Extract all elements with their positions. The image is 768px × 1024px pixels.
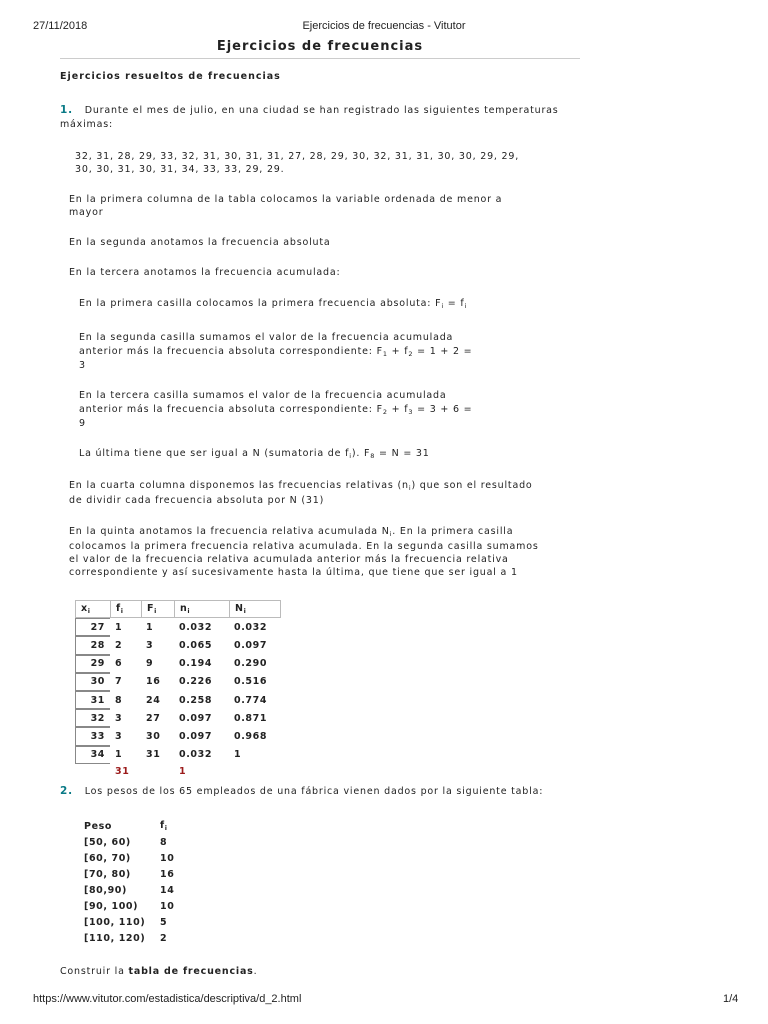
step-first-cell: En la primera casilla colocamos la primera frecuencia absoluta: $F_i = f_i$ — [79, 298, 468, 310]
cell-fi: 10 — [160, 900, 175, 912]
header-peso: Peso — [84, 820, 112, 832]
cell-peso: [80,90) — [84, 884, 127, 896]
cell-Fi: 30 — [146, 730, 161, 742]
temperature-data-cont: 30, 30, 31, 30, 31, 34, 33, 33, 29, 29. — [75, 164, 285, 175]
exercise-1-intro-cont: máximas: — [60, 119, 113, 130]
table-row — [75, 673, 281, 691]
cell-xi: 31 — [75, 691, 110, 709]
table-row — [75, 709, 281, 727]
cell-xi: 33 — [75, 727, 110, 745]
temperature-data: 32, 31, 28, 29, 33, 32, 31, 30, 31, 31, 27, 28, 29, 30, 32, 31, 31, 30, 30, 29, 29, — [75, 151, 520, 162]
header-xi: $x_i$ — [75, 600, 110, 618]
cell-Ni: 0.774 — [234, 694, 268, 706]
cell-Ni: 0.968 — [234, 730, 268, 742]
header-fi: $f_i$ — [160, 820, 168, 832]
table-row — [80, 914, 178, 930]
table-row — [80, 882, 178, 898]
cell-Fi: 27 — [146, 712, 161, 724]
paragraph-fifth-column: En la quinta anotamos la frecuencia relativa acumulada $N_i$. En la primera casilla — [69, 526, 514, 538]
table-row — [80, 866, 178, 882]
cell-ni: 0.194 — [179, 658, 213, 670]
cell-ni: 0.032 — [179, 621, 213, 633]
header-Ni: $N_i$ — [229, 600, 281, 618]
table-row — [75, 727, 281, 745]
weights-table — [80, 818, 178, 946]
cell-xi: 30 — [75, 673, 110, 691]
cell-Ni: 0.290 — [234, 658, 268, 670]
cell-Fi: 9 — [146, 658, 154, 670]
cell-xi: 29 — [75, 655, 110, 673]
cell-Ni: 0.097 — [234, 639, 268, 651]
cell-Ni: 1 — [234, 749, 242, 761]
print-page-title: Ejercicios de frecuencias - Vitutor — [302, 20, 466, 32]
paragraph-fifth-column-l3: el valor de la frecuencia relativa acumulada anterior más la frecuencia relativa — [69, 554, 509, 565]
cell-fi: 16 — [160, 868, 175, 880]
step-second-cell-formula: anterior más la frecuencia absoluta correspondiente: $F_1 + f_2 = 1 + 2$ = — [79, 346, 473, 358]
total-ni: 1 — [179, 766, 187, 778]
paragraph-fourth-column: En la cuarta columna disponemos las frecuencias relativas $(n_i)$ que son el resultado — [69, 480, 533, 492]
cell-fi: 7 — [115, 676, 123, 688]
cell-peso: [60, 70) — [84, 852, 131, 864]
table-row — [80, 930, 178, 946]
table-row — [80, 850, 178, 866]
cell-fi: 2 — [115, 639, 123, 651]
cell-Ni: 0.032 — [234, 621, 268, 633]
print-page-number: 1/4 — [723, 993, 739, 1005]
cell-fi: 8 — [160, 836, 168, 848]
print-date: 27/11/2018 — [33, 20, 88, 32]
step-third-cell-result: 9 — [79, 418, 86, 429]
table-header-row — [75, 600, 281, 618]
paragraph-fifth-column-l4: correspondiente y así sucesivamente hasta la última, que tiene que ser igual a 1 — [69, 567, 518, 578]
section-subtitle: Ejercicios resueltos de frecuencias — [60, 71, 281, 82]
cell-ni: 0.032 — [179, 749, 213, 761]
step-third-cell: En la tercera casilla sumamos el valor de la frecuencia acumulada — [79, 390, 447, 401]
page-title: Ejercicios de frecuencias — [216, 39, 424, 54]
paragraph-second-column: En la segunda anotamos la frecuencia absoluta — [69, 237, 331, 248]
paragraph-first-column-cont: mayor — [69, 207, 104, 218]
total-fi: 31 — [115, 766, 130, 778]
cell-Fi: 31 — [146, 749, 161, 761]
cell-Fi: 3 — [146, 639, 154, 651]
print-url: https://www.vitutor.com/estadistica/descriptiva/d_2.html — [33, 993, 302, 1005]
header-Fi: $F_i$ — [141, 600, 174, 618]
construct-instruction: Construir la tabla de frecuencias. — [60, 966, 258, 977]
cell-xi: 34 — [75, 746, 110, 764]
table-row — [75, 691, 281, 709]
cell-ni: 0.097 — [179, 730, 213, 742]
exercise-1-intro: 1. Durante el mes de julio, en una ciudad se han registrado las siguientes temperaturas — [60, 104, 559, 116]
step-second-cell: En la segunda casilla sumamos el valor de la frecuencia acumulada — [79, 332, 454, 343]
cell-Fi: 24 — [146, 694, 161, 706]
cell-peso: [100, 110) — [84, 916, 146, 928]
cell-peso: [90, 100) — [84, 900, 139, 912]
paragraph-fifth-column-l2: colocamos la primera frecuencia relativa acumulada. En la segunda casilla sumamos — [69, 541, 539, 552]
table-row — [75, 655, 281, 673]
table-row — [75, 618, 281, 636]
cell-Ni: 0.516 — [234, 676, 268, 688]
table-row — [80, 898, 178, 914]
cell-ni: 0.226 — [179, 676, 213, 688]
cell-xi: 27 — [75, 618, 110, 636]
cell-ni: 0.097 — [179, 712, 213, 724]
step-second-cell-result: 3 — [79, 360, 86, 371]
header-fi: $f_i$ — [110, 600, 141, 618]
paragraph-first-column: En la primera columna de la tabla colocamos la variable ordenada de menor a — [69, 194, 503, 205]
step-last-cell: La última tiene que ser igual a N (sumatoria de $f_i$). $F_8 = N = 31$ — [79, 448, 430, 460]
weights-header-row — [80, 818, 178, 834]
cell-fi: 5 — [160, 916, 168, 928]
table-row — [80, 834, 178, 850]
cell-fi: 14 — [160, 884, 175, 896]
header-ni: $n_i$ — [174, 600, 229, 618]
table-row — [75, 636, 281, 654]
cell-Ni: 0.871 — [234, 712, 268, 724]
cell-peso: [50, 60) — [84, 836, 131, 848]
cell-fi: 6 — [115, 658, 123, 670]
cell-peso: [110, 120) — [84, 932, 146, 944]
title-divider — [60, 58, 580, 59]
paragraph-third-column: En la tercera anotamos la frecuencia acumulada: — [69, 267, 341, 278]
cell-Fi: 16 — [146, 676, 161, 688]
cell-fi: 1 — [115, 621, 123, 633]
cell-Fi: 1 — [146, 621, 154, 633]
table-total-row — [75, 764, 281, 780]
exercise-number: 2. — [60, 785, 73, 797]
exercise-number: 1. — [60, 104, 73, 116]
frequency-table — [75, 600, 281, 780]
cell-ni: 0.258 — [179, 694, 213, 706]
cell-fi: 2 — [160, 932, 168, 944]
cell-xi: 28 — [75, 636, 110, 654]
cell-peso: [70, 80) — [84, 868, 131, 880]
cell-fi: 3 — [115, 712, 123, 724]
cell-fi: 3 — [115, 730, 123, 742]
cell-xi: 32 — [75, 709, 110, 727]
cell-ni: 0.065 — [179, 639, 213, 651]
cell-fi: 8 — [115, 694, 123, 706]
cell-fi: 1 — [115, 749, 123, 761]
paragraph-fourth-column-cont: de dividir cada frecuencia absoluta por N (31) — [69, 495, 325, 506]
exercise-2-intro: 2. Los pesos de los 65 empleados de una fábrica vienen dados por la siguiente tabla: — [60, 785, 544, 797]
cell-fi: 10 — [160, 852, 175, 864]
step-third-cell-formula: anterior más la frecuencia absoluta correspondiente: $F_2 + f_3 = 3 + 6$ = — [79, 404, 473, 416]
table-row — [75, 746, 281, 764]
